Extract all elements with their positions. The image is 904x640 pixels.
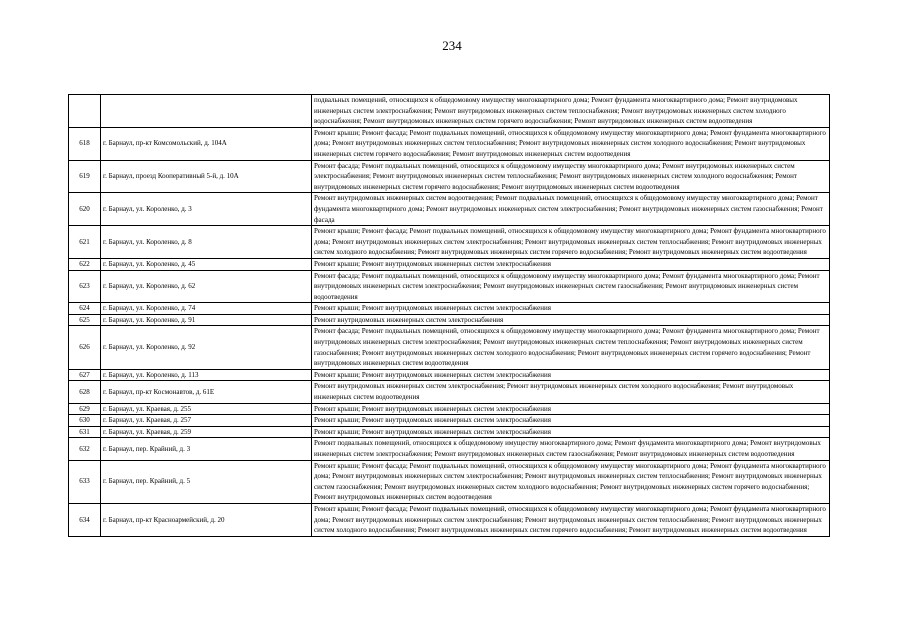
works-cell: Ремонт фасада; Ремонт подвальных помещений, относящихся к общедомовому имуществу многоквартирного дома; Ремонт фундамента многоквартирного дома; Ремонт внутридомовых инженерных систем электроснабжения; Ремонт внутридомовых инженерных систем теплоснабжения; Ремонт внутридомовых инженерных систем газоснабжения; Ремонт внутридомовых инженерных систем холодного водоснабжения; Ремонт внутридомовых инженерных систем горячего водоснабжения; Ремонт внутридомовых инженерных систем водоотведения — [312, 326, 830, 369]
row-number-cell: 629 — [69, 403, 101, 415]
address-cell: г. Барнаул, ул. Короленко, д. 113 — [101, 369, 312, 381]
row-number-cell: 628 — [69, 381, 101, 403]
row-number-cell: 627 — [69, 369, 101, 381]
address-cell: г. Барнаул, ул. Короленко, д. 74 — [101, 303, 312, 315]
row-number-cell: 625 — [69, 314, 101, 326]
works-cell: Ремонт фасада; Ремонт подвальных помещений, относящихся к общедомовому имуществу многоквартирного дома; Ремонт внутридомовых инженерных систем электроснабжения; Ремонт внутридомовых инженерных систем теплоснабжения; Ремонт внутридомовых инженерных систем холодного водоснабжения; Ремонт внутридомовых инженерных систем горячего водоснабжения; Ремонт внутридомовых инженерных систем водоотведения — [312, 160, 830, 193]
table-row — [69, 226, 830, 259]
works-cell: Ремонт крыши; Ремонт фасада; Ремонт подвальных помещений, относящихся к общедомовому имуществу многоквартирного дома; Ремонт фундамента многоквартирного дома; Ремонт внутридомовых инженерных систем теплоснабжения; Ремонт внутридомовых инженерных систем холодного водоснабжения; Ремонт внутридомовых инженерных систем горячего водоснабжения; Ремонт внутридомовых инженерных систем водоотведения — [312, 127, 830, 160]
row-number-cell: 624 — [69, 303, 101, 315]
address-cell: г. Барнаул, ул. Короленко, д. 8 — [101, 226, 312, 259]
works-cell: подвальных помещений, относящихся к общедомовому имуществу многоквартирного дома; Ремонт фундамента многоквартирного дома; Ремонт внутридомовых инженерных систем электроснабжения; Ремонт внутридомовых инженерных систем теплоснабжения; Ремонт внутридомовых инженерных систем холодного водоснабжения; Ремонт внутридомовых инженерных систем горячего водоснабжения; Ремонт внутридомовых инженерных систем водоотведения — [312, 95, 830, 128]
table-row — [69, 426, 830, 438]
row-number-cell — [69, 95, 101, 128]
table-row — [69, 381, 830, 403]
table-row — [69, 403, 830, 415]
works-cell: Ремонт крыши; Ремонт фасада; Ремонт подвальных помещений, относящихся к общедомовому имуществу многоквартирного дома; Ремонт фундамента многоквартирного дома; Ремонт внутридомовых инженерных систем электроснабжения; Ремонт внутридомовых инженерных систем теплоснабжения; Ремонт внутридомовых инженерных систем газоснабжения; Ремонт внутридомовых инженерных систем холодного водоснабжения; Ремонт внутридомовых инженерных систем горячего водоснабжения; Ремонт внутридомовых инженерных систем водоотведения — [312, 460, 830, 503]
row-number-cell: 626 — [69, 326, 101, 369]
address-cell: г. Барнаул, проезд Кооперативный 5-й, д. 10А — [101, 160, 312, 193]
works-cell: Ремонт фасада; Ремонт подвальных помещений, относящихся к общедомовому имуществу многоквартирного дома; Ремонт фундамента многоквартирного дома; Ремонт внутридомовых инженерных систем электроснабжения; Ремонт внутридомовых инженерных систем газоснабжения; Ремонт внутридомовых инженерных систем водоотведения — [312, 270, 830, 303]
row-number-cell: 631 — [69, 426, 101, 438]
address-cell — [101, 95, 312, 128]
works-cell: Ремонт внутридомовых инженерных систем электроснабжения — [312, 314, 830, 326]
row-number-cell: 623 — [69, 270, 101, 303]
address-cell: г. Барнаул, ул. Короленко, д. 91 — [101, 314, 312, 326]
works-cell: Ремонт крыши; Ремонт внутридомовых инженерных систем электроснабжения — [312, 258, 830, 270]
table-row — [69, 415, 830, 427]
row-number-cell: 632 — [69, 438, 101, 460]
row-number-cell: 618 — [69, 127, 101, 160]
works-cell: Ремонт внутридомовых инженерных систем электроснабжения; Ремонт внутридомовых инженерных систем холодного водоснабжения; Ремонт внутридомовых инженерных систем водоотведения — [312, 381, 830, 403]
table-row — [69, 460, 830, 503]
address-cell: г. Барнаул, пер. Крайний, д. 3 — [101, 438, 312, 460]
address-cell: г. Барнаул, ул. Краевая, д. 255 — [101, 403, 312, 415]
page-number: 234 — [442, 38, 462, 53]
works-cell: Ремонт крыши; Ремонт фасада; Ремонт подвальных помещений, относящихся к общедомовому имуществу многоквартирного дома; Ремонт фундамента многоквартирного дома; Ремонт внутридомовых инженерных систем электроснабжения; Ремонт внутридомовых инженерных систем теплоснабжения; Ремонт внутридомовых инженерных систем холодного водоснабжения; Ремонт внутридомовых инженерных систем горячего водоснабжения; Ремонт внутридомовых инженерных систем водоотведения — [312, 226, 830, 259]
table-row — [69, 326, 830, 369]
address-cell: г. Барнаул, пр-кт Красноармейский, д. 20 — [101, 503, 312, 536]
row-number-cell: 619 — [69, 160, 101, 193]
table-row — [69, 95, 830, 128]
address-cell: г. Барнаул, ул. Короленко, д. 3 — [101, 193, 312, 226]
table-row — [69, 193, 830, 226]
works-cell: Ремонт крыши; Ремонт фасада; Ремонт подвальных помещений, относящихся к общедомовому имуществу многоквартирного дома; Ремонт фундамента многоквартирного дома; Ремонт внутридомовых инженерных систем электроснабжения; Ремонт внутридомовых инженерных систем теплоснабжения; Ремонт внутридомовых инженерных систем холодного водоснабжения; Ремонт внутридомовых инженерных систем горячего водоснабжения; Ремонт внутридомовых инженерных систем водоотведения — [312, 503, 830, 536]
row-number-cell: 634 — [69, 503, 101, 536]
row-number-cell: 620 — [69, 193, 101, 226]
registry-table — [68, 94, 830, 537]
address-cell: г. Барнаул, пр-кт Комсомольский, д. 104А — [101, 127, 312, 160]
works-cell: Ремонт крыши; Ремонт внутридомовых инженерных систем электроснабжения — [312, 426, 830, 438]
table-row — [69, 438, 830, 460]
address-cell: г. Барнаул, ул. Краевая, д. 257 — [101, 415, 312, 427]
row-number-cell: 630 — [69, 415, 101, 427]
works-cell: Ремонт подвальных помещений, относящихся к общедомовому имуществу многоквартирного дома; Ремонт фундамента многоквартирного дома; Ремонт внутридомовых инженерных систем электроснабжения; Ремонт внутридомовых инженерных систем газоснабжения; Ремонт внутридомовых инженерных систем водоотведения — [312, 438, 830, 460]
registry-table-body — [69, 95, 830, 537]
address-cell: г. Барнаул, пер. Крайний, д. 5 — [101, 460, 312, 503]
table-row — [69, 127, 830, 160]
address-cell: г. Барнаул, ул. Краевая, д. 259 — [101, 426, 312, 438]
table-row — [69, 270, 830, 303]
row-number-cell: 621 — [69, 226, 101, 259]
works-cell: Ремонт крыши; Ремонт внутридомовых инженерных систем электроснабжения — [312, 303, 830, 315]
works-cell: Ремонт крыши; Ремонт внутридомовых инженерных систем электроснабжения — [312, 403, 830, 415]
works-cell: Ремонт крыши; Ремонт внутридомовых инженерных систем электроснабжения — [312, 369, 830, 381]
table-row — [69, 160, 830, 193]
table-row — [69, 503, 830, 536]
works-cell: Ремонт крыши; Ремонт внутридомовых инженерных систем электроснабжения — [312, 415, 830, 427]
address-cell: г. Барнаул, пр-кт Космонавтов, д. 61Е — [101, 381, 312, 403]
table-row — [69, 258, 830, 270]
row-number-cell: 622 — [69, 258, 101, 270]
works-cell: Ремонт внутридомовых инженерных систем водоотведения; Ремонт подвальных помещений, относящихся к общедомовому имуществу многоквартирного дома; Ремонт фундамента многоквартирного дома; Ремонт внутридомовых инженерных систем электроснабжения; Ремонт внутридомовых инженерных систем газоснабжения; Ремонт фасада — [312, 193, 830, 226]
table-row — [69, 369, 830, 381]
address-cell: г. Барнаул, ул. Короленко, д. 45 — [101, 258, 312, 270]
table-row — [69, 303, 830, 315]
address-cell: г. Барнаул, ул. Короленко, д. 92 — [101, 326, 312, 369]
table-row — [69, 314, 830, 326]
address-cell: г. Барнаул, ул. Короленко, д. 62 — [101, 270, 312, 303]
row-number-cell: 633 — [69, 460, 101, 503]
